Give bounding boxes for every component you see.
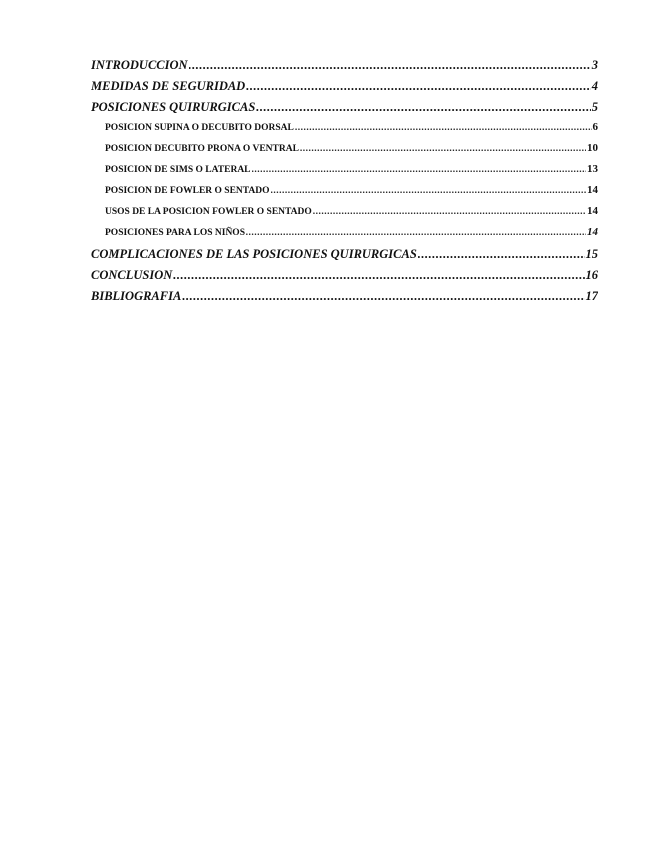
toc-entry-bibliografia[interactable] — [91, 289, 598, 310]
dot-leader — [295, 123, 592, 133]
toc-entry-page: 13 — [587, 163, 598, 175]
dot-leader — [313, 207, 586, 217]
dot-leader — [246, 228, 586, 238]
toc-entry-posiciones-ninos[interactable] — [91, 226, 598, 247]
toc-entry-posicion-supina[interactable] — [91, 121, 598, 142]
toc-entry-conclusion[interactable] — [91, 268, 598, 289]
toc-entry-page: 10 — [587, 142, 598, 154]
toc-entry-label: USOS DE LA POSICION FOWLER O SENTADO — [105, 207, 312, 217]
toc-entry-label: POSICION DE FOWLER O SENTADO — [105, 186, 270, 196]
toc-entry-label: POSICION SUPINA O DECUBITO DORSAL — [105, 123, 294, 133]
dot-leader — [182, 289, 584, 304]
dot-leader — [173, 268, 584, 283]
toc-entry-page: 14 — [587, 184, 598, 196]
toc-entry-label: COMPLICACIONES DE LAS POSICIONES QUIRURGICAS — [91, 247, 417, 261]
toc-entry-label: POSICIONES PARA LOS NIÑOS — [105, 228, 245, 238]
toc-entry-page: 5 — [591, 100, 598, 114]
table-of-contents — [91, 58, 598, 310]
toc-entry-label: POSICION DECUBITO PRONA O VENTRAL — [105, 144, 299, 154]
toc-entry-label: POSICIONES QUIRURGICAS — [91, 100, 256, 114]
dot-leader — [252, 165, 586, 175]
toc-entry-posicion-de-fowler[interactable] — [91, 184, 598, 205]
toc-entry-label: BIBLIOGRAFIA — [91, 289, 182, 303]
toc-entry-posiciones-quirurgicas[interactable] — [91, 100, 598, 121]
dot-leader — [300, 144, 586, 154]
toc-entry-label: CONCLUSION — [91, 268, 173, 282]
toc-entry-page: 14 — [587, 205, 598, 217]
toc-entry-page: 15 — [585, 247, 598, 261]
toc-entry-label: INTRODUCCION — [91, 58, 188, 72]
toc-entry-complicaciones[interactable] — [91, 247, 598, 268]
dot-leader — [246, 79, 591, 94]
toc-entry-page: 3 — [591, 58, 598, 72]
toc-entry-introduccion[interactable] — [91, 58, 598, 79]
toc-entry-page: 6 — [592, 121, 598, 133]
toc-entry-page: 14 — [587, 226, 598, 238]
dot-leader — [256, 100, 590, 115]
dot-leader — [189, 58, 591, 73]
toc-entry-label: POSICION DE SIMS O LATERAL — [105, 165, 251, 175]
toc-entry-usos-posicion-fowler[interactable] — [91, 205, 598, 226]
toc-entry-page: 16 — [585, 268, 598, 282]
toc-entry-page: 4 — [591, 79, 598, 93]
toc-entry-posicion-decubito-prona[interactable] — [91, 142, 598, 163]
toc-entry-page: 17 — [585, 289, 598, 303]
toc-entry-medidas-de-seguridad[interactable] — [91, 79, 598, 100]
dot-leader — [418, 247, 585, 262]
toc-entry-label: MEDIDAS DE SEGURIDAD — [91, 79, 246, 93]
dot-leader — [271, 186, 586, 196]
toc-entry-posicion-de-sims[interactable] — [91, 163, 598, 184]
